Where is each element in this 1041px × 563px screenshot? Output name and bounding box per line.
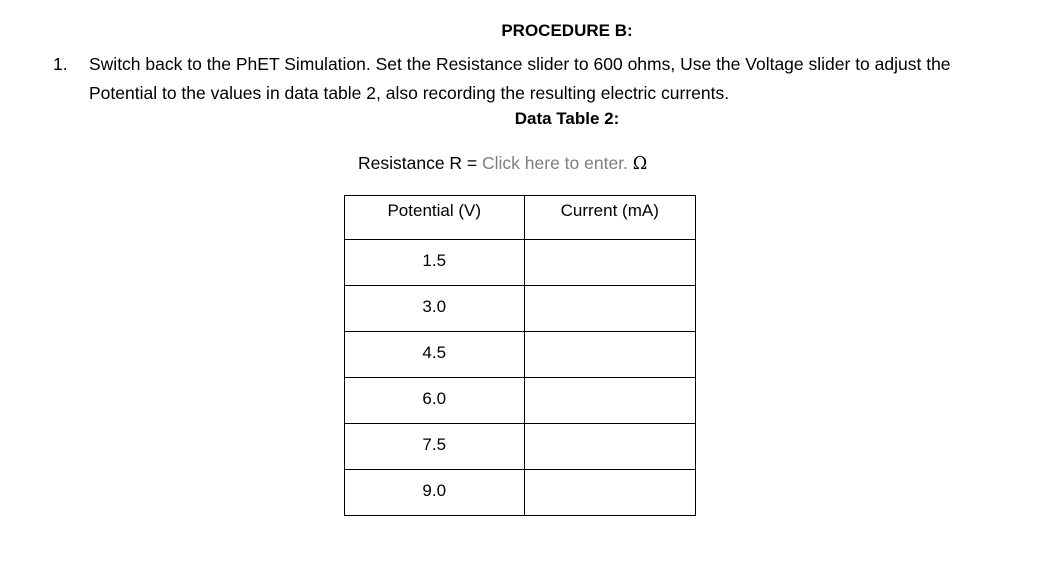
resistance-input-field[interactable]: Click here to enter.	[482, 153, 628, 173]
table-row	[345, 424, 696, 470]
table-row	[345, 332, 696, 378]
current-cell[interactable]	[524, 378, 696, 424]
table-row	[345, 470, 696, 516]
table-row	[345, 378, 696, 424]
table-title: Data Table 2:	[514, 109, 620, 128]
resistance-label: Resistance R =	[358, 153, 483, 173]
table-row	[345, 286, 696, 332]
step-text: Switch back to the PhET Simulation. Set the Resistance slider to 600 ohms, Use the Voltage slider to adjust the Potential to the values in data table 2, also recording the resulting electric currents.	[89, 54, 951, 103]
current-cell[interactable]	[524, 470, 696, 516]
header-current: Current (mA)	[524, 196, 696, 240]
data-table-2	[344, 195, 696, 516]
potential-cell: 6.0	[345, 378, 525, 424]
ohm-unit: Ω	[632, 154, 648, 174]
header-potential: Potential (V)	[345, 196, 525, 240]
current-cell[interactable]	[524, 286, 696, 332]
current-cell[interactable]	[524, 240, 696, 286]
current-cell[interactable]	[524, 332, 696, 378]
current-cell[interactable]	[524, 424, 696, 470]
potential-cell: 9.0	[345, 470, 525, 516]
step-number: 1.	[53, 54, 68, 74]
procedure-title: PROCEDURE B:	[501, 21, 633, 40]
resistance-line	[358, 152, 647, 175]
table-header-row	[345, 196, 696, 240]
potential-cell: 4.5	[345, 332, 525, 378]
potential-cell: 7.5	[345, 424, 525, 470]
potential-cell: 3.0	[345, 286, 525, 332]
potential-cell: 1.5	[345, 240, 525, 286]
table-row	[345, 240, 696, 286]
